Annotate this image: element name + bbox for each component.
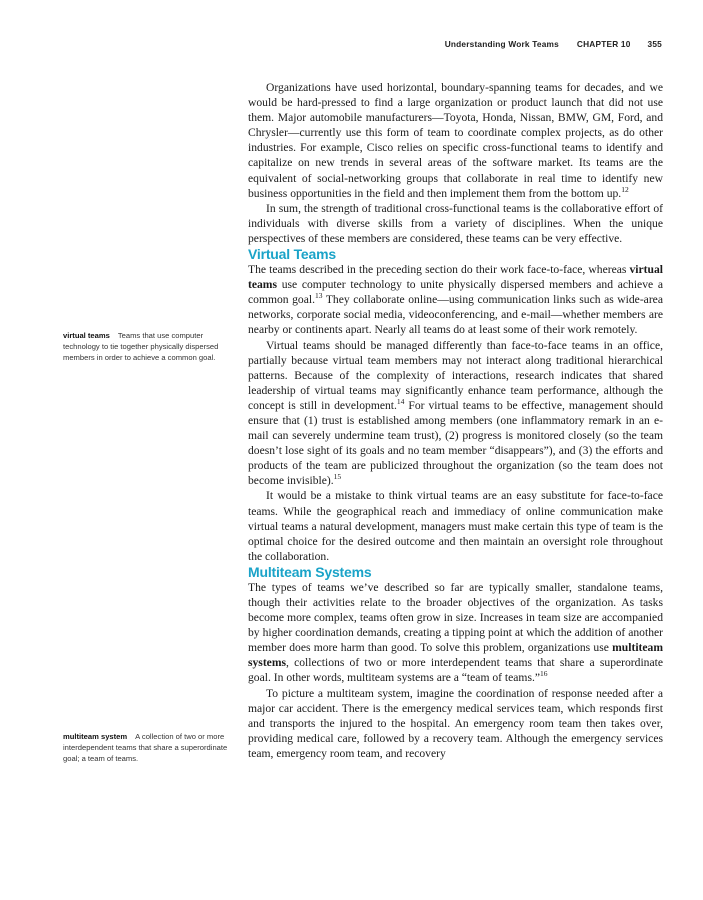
margin-term: virtual teams: [63, 331, 110, 340]
paragraph: It would be a mistake to think virtual teams are an easy substitute for face-to-face teams. While the geographical reach and immediacy of online communication make virtual teams a natural development, managers must make certain this type of team is the optimal choice for the desired outcome and then maintain an oversight role throughout the collaboration.: [248, 489, 663, 563]
margin-definition-text: A collection of two or more interdependent teams that share a superordinate goal; a team of teams.: [63, 732, 228, 764]
main-text-column: [248, 80, 663, 761]
margin-definition-virtual-teams: [63, 330, 233, 364]
section-heading-multiteam-systems: Multiteam Systems: [248, 563, 372, 580]
page-number: 355: [647, 39, 662, 49]
section-heading-virtual-teams: Virtual Teams: [248, 246, 336, 263]
footnote-ref: 14: [396, 397, 405, 407]
paragraph: To picture a multiteam system, imagine the coordination of response needed after a major car accident. There is the emergency medical services team, which responds first and transports the injured to the hospital. An emergency room team then takes over, providing medical care, followed by a recovery team. Although the emergency services team, emergency room team, and recovery: [248, 686, 663, 760]
key-term: multiteam systems: [248, 641, 663, 670]
footnote-ref: 15: [333, 472, 342, 482]
chapter-label: CHAPTER 10: [576, 39, 631, 49]
paragraph: The teams described in the preceding section do their work face-to-face, whereas virtual teams use computer technology to unite physically dispersed members and achieve a common goal.$^{13}$ They collaborate online—using communication links such as wide-area networks, corporate social media, videoconferencing, and e-mail—whether members are nearby or continents apart. Nearly all teams do at least some of their work remotely.: [248, 263, 663, 337]
paragraph: In sum, the strength of traditional cross-functional teams is the collaborative effort of individuals with diverse skills from a variety of disciplines. When the unique perspectives of these members are considered, these teams can be very effective.: [248, 201, 663, 245]
chapter-title: Understanding Work Teams: [444, 39, 559, 49]
paragraph: Organizations have used horizontal, boundary-spanning teams for decades, and we would be hard-pressed to find a large organization or product launch that did not use them. Major automobile manufacturers—Toyota, Honda, Nissan, BMW, GM, Ford, and Chrysler—currently use this form of team to coordinate complex projects, as do other industries. For example, Cisco relies on specific cross-functional teams to identify and capitalize on new trends in several areas of the software market. Its teams are the equivalent of social-networking groups that collaborate in real time to identify new business opportunities in the field and then implement them from the bottom up.$^{12}$: [248, 81, 663, 200]
footnote-ref: 16: [540, 669, 548, 679]
paragraph: The types of teams we’ve described so far are typically smaller, standalone teams, though their activities relate to the broader objectives of the organization. As tasks become more complex, teams often grow in size. Increases in team size are accompanied by higher coordination demands, creating a tipping point at which the addition of another member does more harm than good. To solve this problem, organizations use multiteam systems, collections of two or more interdependent teams that share a superordinate goal. In other words, multiteam systems are a “team of teams.”$^{16}$: [248, 580, 663, 685]
margin-term: multiteam system: [63, 732, 128, 741]
footnote-ref: 13: [314, 291, 323, 301]
paragraph: Virtual teams should be managed differently than face-to-face teams in an office, partially because virtual team members may not interact along traditional hierarchical patterns. Because of the complexity of interactions, research indicates that shared leadership of virtual teams may significantly enhance team performance, although the concept is still in development.$^{14}$ For virtual teams to be effective, management should ensure that (1) trust is established among members (one inflammatory remark in an e-mail can severely undermine team trust), (2) progress is monitored closely (so the team doesn’t lose sight of its goals and no team member “disappears”), and (3) the efforts and products of the team are publicized throughout the organization (so the team does not become invisible).$^{15}$: [248, 338, 663, 488]
margin-definition-multiteam-system: [63, 731, 233, 765]
running-header: [445, 39, 662, 49]
footnote-ref: 12: [621, 184, 629, 194]
key-term: virtual teams: [248, 263, 663, 292]
margin-definition-text: Teams that use computer technology to tie together physically dispersed members in order to achieve a common goal.: [63, 331, 219, 363]
